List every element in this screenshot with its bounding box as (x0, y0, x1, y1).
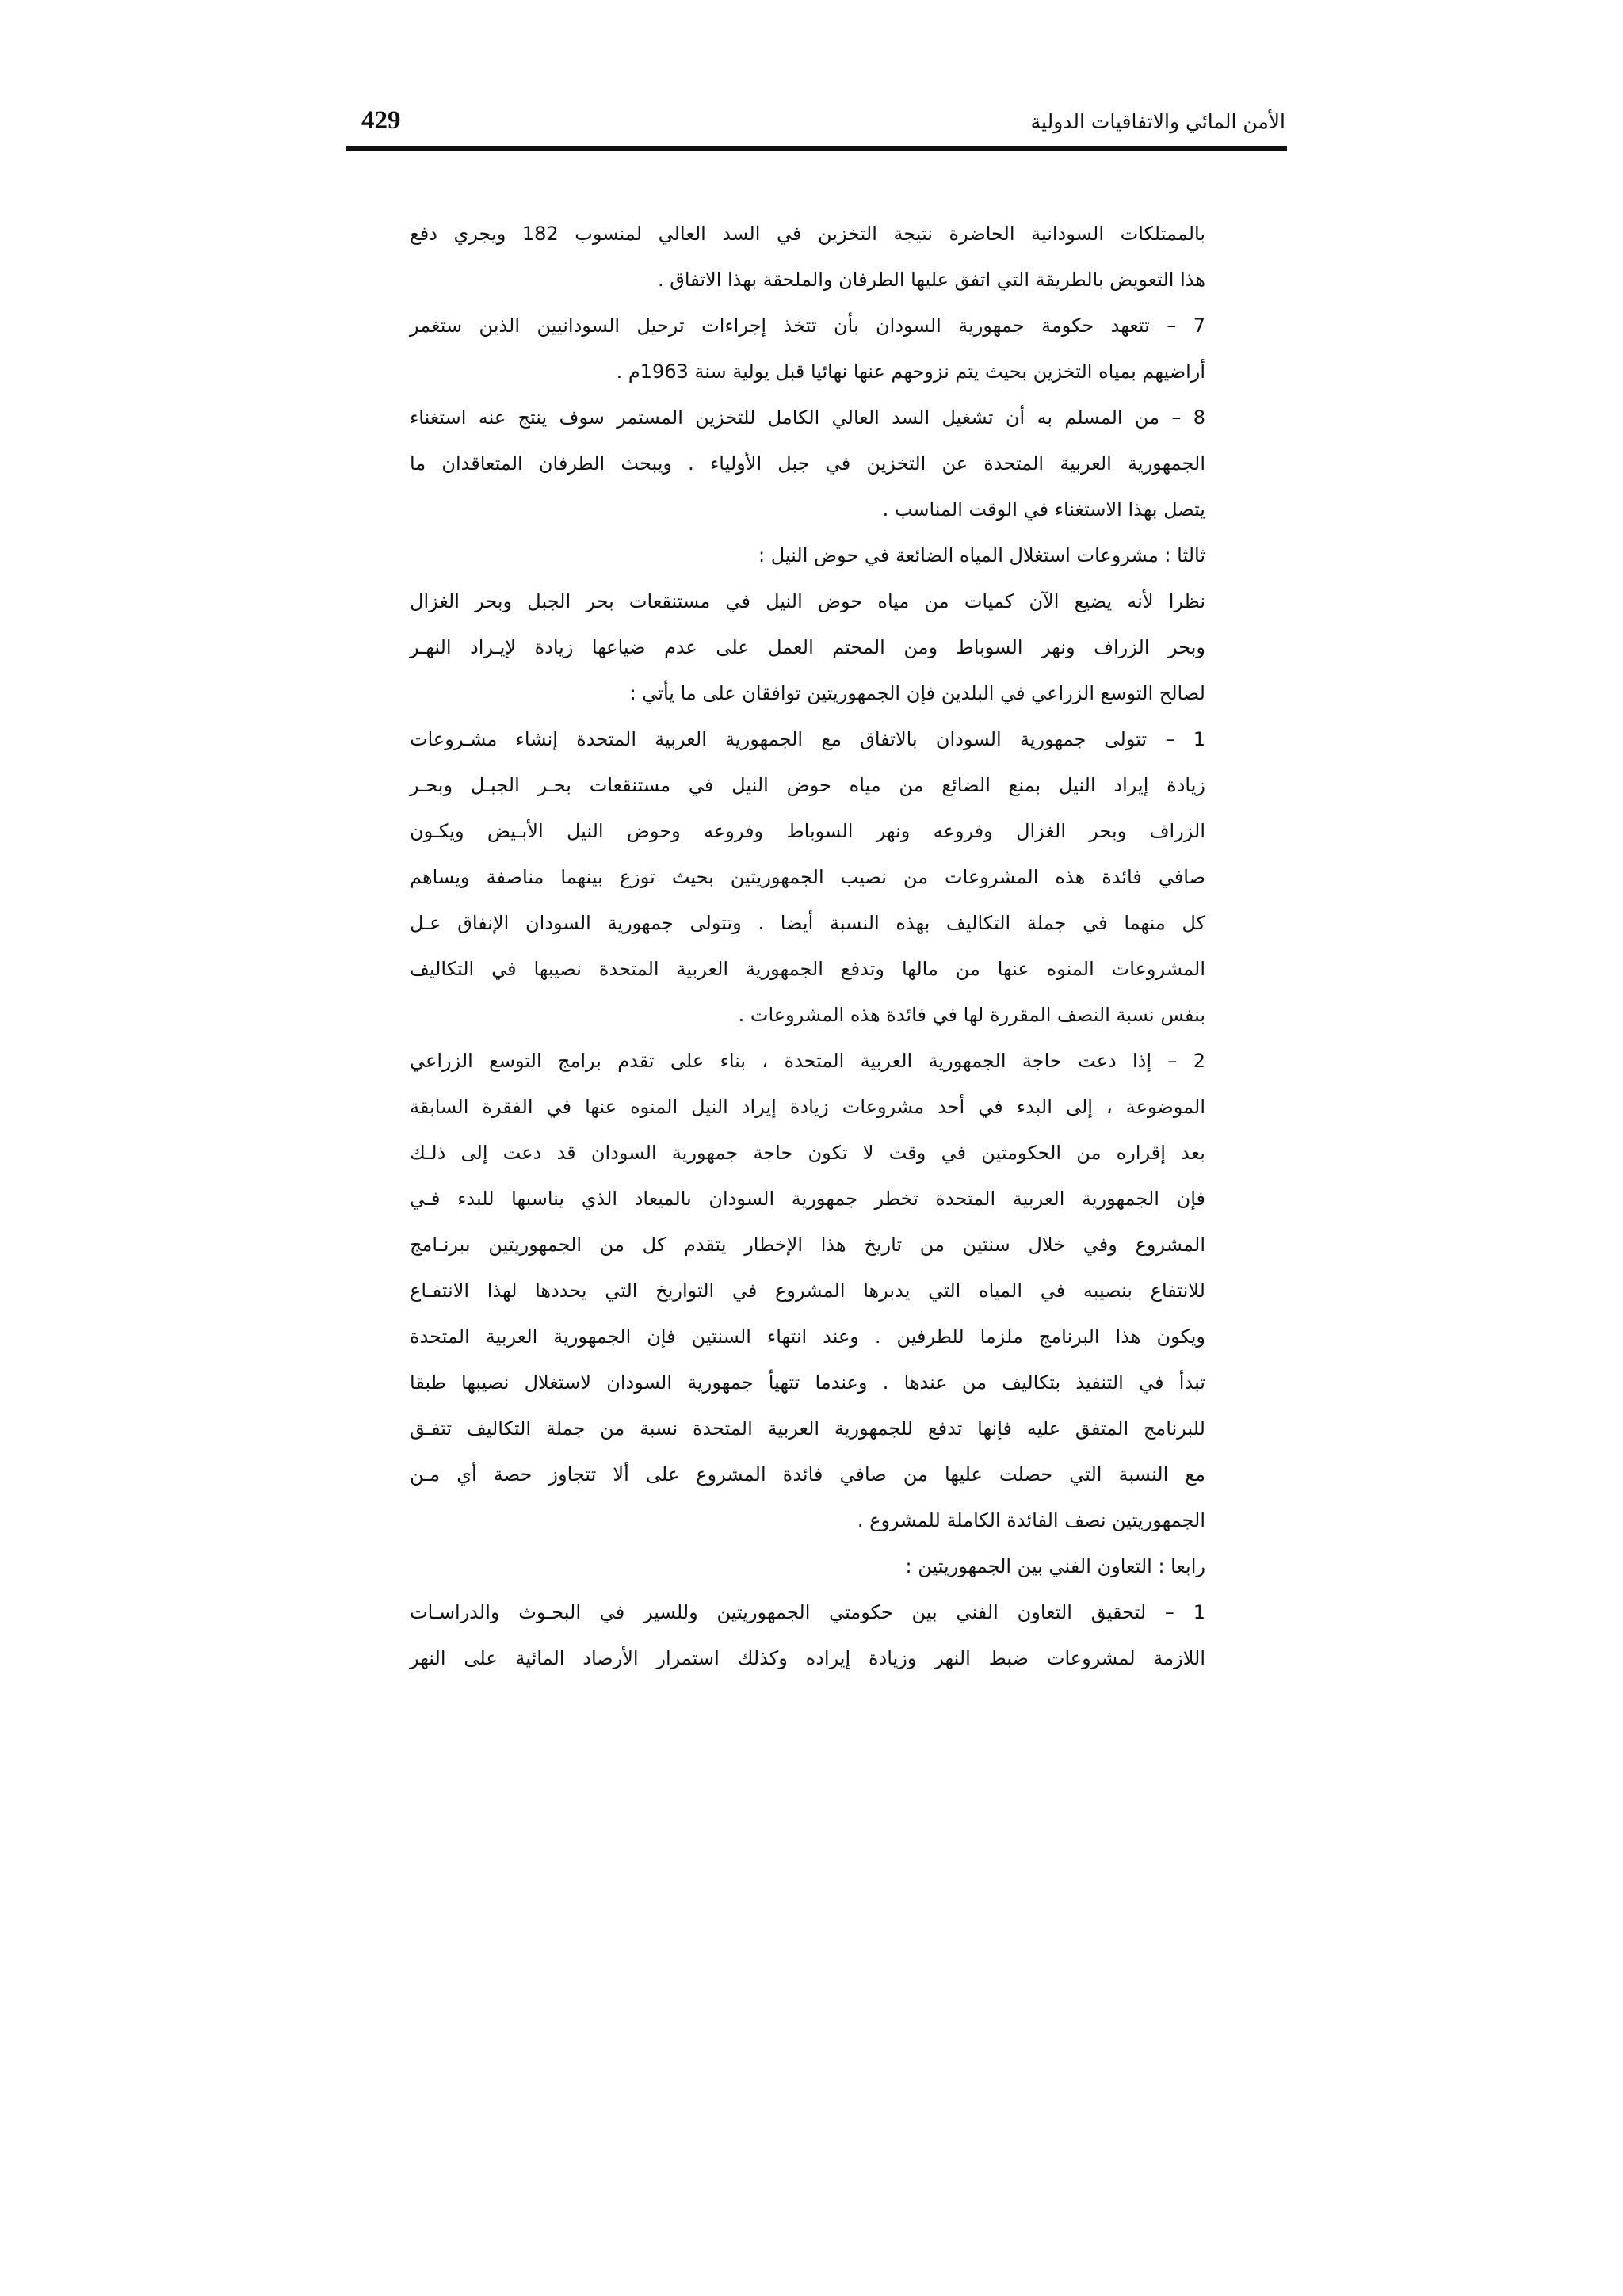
text-line: 7 – تتعهد حكومة جمهورية السودان بأن تتخذ إجراءات ترحيل السودانيين الذين ستغمر (410, 315, 1205, 337)
text-line: بالممتلكات السودانية الحاضرة نتيجة التخزين في السد العالي لمنسوب 182 ويجري دفع (410, 223, 1205, 245)
text-line: تبدأ في التنفيذ بتكاليف من عندها . وعندما تتهيأ جمهورية السودان لاستغلال نصيبها طبقا (410, 1371, 1205, 1394)
text-line: للانتفاع بنصيبه في المياه التي يدبرها المشروع في التواريخ التي يحددها لهذا الانتفـاع (410, 1280, 1205, 1302)
text-line: زيادة إيراد النيل بمنع الضائع من مياه حوض النيل في مستنقعات بحـر الجبـل وبحـر (410, 774, 1205, 796)
text-line: 2 – إذا دعت حاجة الجمهورية العربية المتحدة ، بناء على تقدم برامج التوسع الزراعي (410, 1050, 1205, 1072)
text-line: الجمهورية العربية المتحدة عن التخزين في جبل الأولياء . ويبحث الطرفان المتعاقدان ما (410, 452, 1205, 475)
running-title: الأمن المائي والاتفاقيات الدولية (1030, 110, 1285, 133)
page-number: 429 (361, 106, 401, 135)
page-header (346, 100, 1285, 149)
text-line: رابعا : التعاون الفني بين الجمهوريتين : (905, 1555, 1205, 1577)
text-line: الموضوعة ، إلى البدء في أحد مشروعات زيادة إيراد النيل المنوه عنها في الفقرة السابقة (410, 1096, 1205, 1118)
text-line: فإن الجمهورية العربية المتحدة تخطر جمهورية السودان بالميعاد الذي يناسبها للبدء فـي (410, 1188, 1205, 1210)
body-text (410, 211, 1205, 1681)
text-line: ويكون هذا البرنامج ملزما للطرفين . وعند انتهاء السنتين فإن الجمهورية العربية المتحدة (410, 1325, 1205, 1348)
text-line: الزراف وبحر الغزال وفروعه ونهر السوباط وفروعه وحوض النيل الأبـيض ويكـون (410, 820, 1205, 842)
text-line: للبرنامج المتفق عليه فإنها تدفع للجمهورية العربية المتحدة نسبة من جملة التكاليف تتفـق (410, 1417, 1205, 1440)
text-line: كل منهما في جملة التكاليف بهذه النسبة أيضا . وتتولى جمهورية السودان الإنفاق عـل (410, 912, 1205, 934)
text-line: الجمهوريتين نصف الفائدة الكاملة للمشروع . (857, 1509, 1205, 1531)
text-line: 1 – تتولى جمهورية السودان بالاتفاق مع الجمهورية العربية المتحدة إنشاء مشـروعات (410, 728, 1205, 750)
text-line: المشروعات المنوه عنها من مالها وتدفع الجمهورية العربية المتحدة نصيبها في التكاليف (410, 958, 1205, 980)
text-line: 8 – من المسلم به أن تشغيل السد العالي الكامل للتخزين المستمر سوف ينتج عنه استغناء (410, 406, 1205, 429)
text-line: ثالثا : مشروعات استغلال المياه الضائعة في حوض النيل : (758, 544, 1205, 566)
text-line: 1 – لتحقيق التعاون الفني بين حكومتي الجمهوريتين وللسير في البحـوث والدراسـات (410, 1601, 1205, 1623)
header-rule (346, 146, 1287, 151)
text-line: هذا التعويض بالطريقة التي اتفق عليها الطرفان والملحقة بهذا الاتفاق . (658, 269, 1205, 291)
text-line: مع النسبة التي حصلت عليها من صافي فائدة المشروع على ألا تتجاوز حصة أي مـن (410, 1463, 1205, 1486)
text-line: أراضيهم بمياه التخزين بحيث يتم نزوحهم عنها نهائيا قبل يولية سنة 1963م . (616, 360, 1205, 383)
text-line: لصالح التوسع الزراعي في البلدين فإن الجمهوريتين توافقان على ما يأتي : (629, 682, 1205, 704)
text-line: وبحر الزراف ونهر السوباط ومن المحتم العمل على عدم ضياعها زيادة لإيـراد النهـر (410, 636, 1205, 658)
text-line: المشروع وفي خلال سنتين من تاريخ هذا الإخطار يتقدم كل من الجمهوريتين ببرنـامج (410, 1234, 1205, 1256)
text-line: اللازمة لمشروعات ضبط النهر وزيادة إيراده وكذلك استمرار الأرصاد المائية على النهر (410, 1647, 1205, 1669)
text-line: صافي فائدة هذه المشروعات من نصيب الجمهوريتين بحيث توزع بينهما مناصفة ويساهم (410, 866, 1205, 888)
text-line: بنفس نسبة النصف المقررة لها في فائدة هذه المشروعات . (738, 1004, 1205, 1026)
text-line: يتصل بهذا الاستغناء في الوقت المناسب . (882, 498, 1205, 521)
text-line: نظرا لأنه يضيع الآن كميات من مياه حوض النيل في مستنقعات بحر الجبل وبحر الغزال (410, 590, 1205, 612)
text-line: بعد إقراره من الحكومتين في وقت لا تكون حاجة جمهورية السودان قد دعت إلى ذلـك (410, 1142, 1205, 1164)
